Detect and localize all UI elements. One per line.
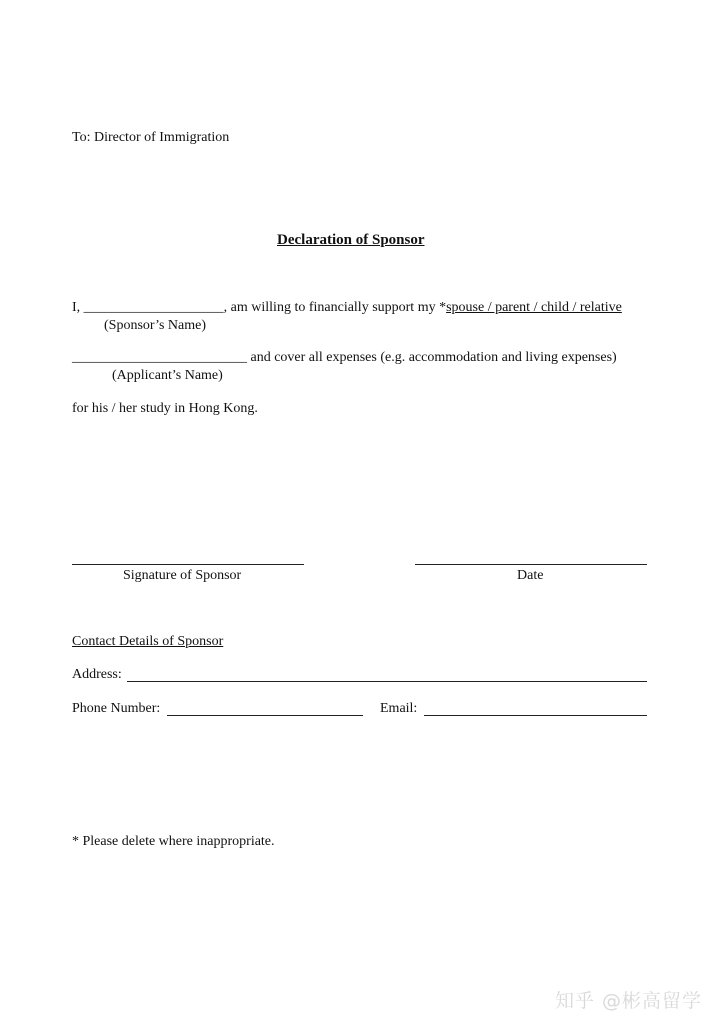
study-statement: for his / her study in Hong Kong.: [72, 401, 258, 416]
sponsor-name-caption: (Sponsor’s Name): [104, 318, 207, 333]
recipient-line: To: Director of Immigration: [72, 130, 230, 145]
signature-line: [72, 564, 304, 565]
address-line: [127, 681, 647, 682]
phone-line: [167, 715, 363, 716]
applicant-statement: [72, 350, 617, 366]
document-title: Declaration of Sponsor: [277, 232, 425, 248]
relation-options: spouse / parent / child / relative: [446, 300, 622, 315]
signature-caption: Signature of Sponsor: [123, 568, 242, 583]
sponsor-prefix: I,: [72, 300, 81, 315]
date-line: [415, 564, 647, 565]
watermark: 知乎 @彬高留学: [554, 990, 702, 1012]
applicant-statement-text: and cover all expenses (e.g. accommodation and living expenses): [247, 350, 617, 365]
applicant-name-caption: (Applicant’s Name): [112, 368, 223, 383]
email-line: [424, 715, 647, 716]
sponsor-statement-text: , am willing to financially support my *: [223, 300, 447, 315]
sponsor-name-blank: ____________________: [83, 300, 224, 315]
footnote: * Please delete where inappropriate.: [72, 834, 275, 849]
email-label: Email:: [380, 701, 418, 716]
address-label: Address:: [72, 667, 122, 682]
contact-heading: Contact Details of Sponsor: [72, 634, 224, 649]
sponsor-statement: [72, 300, 622, 316]
date-caption: Date: [517, 568, 544, 583]
phone-label: Phone Number:: [72, 701, 161, 716]
applicant-name-blank: _________________________: [72, 350, 247, 365]
